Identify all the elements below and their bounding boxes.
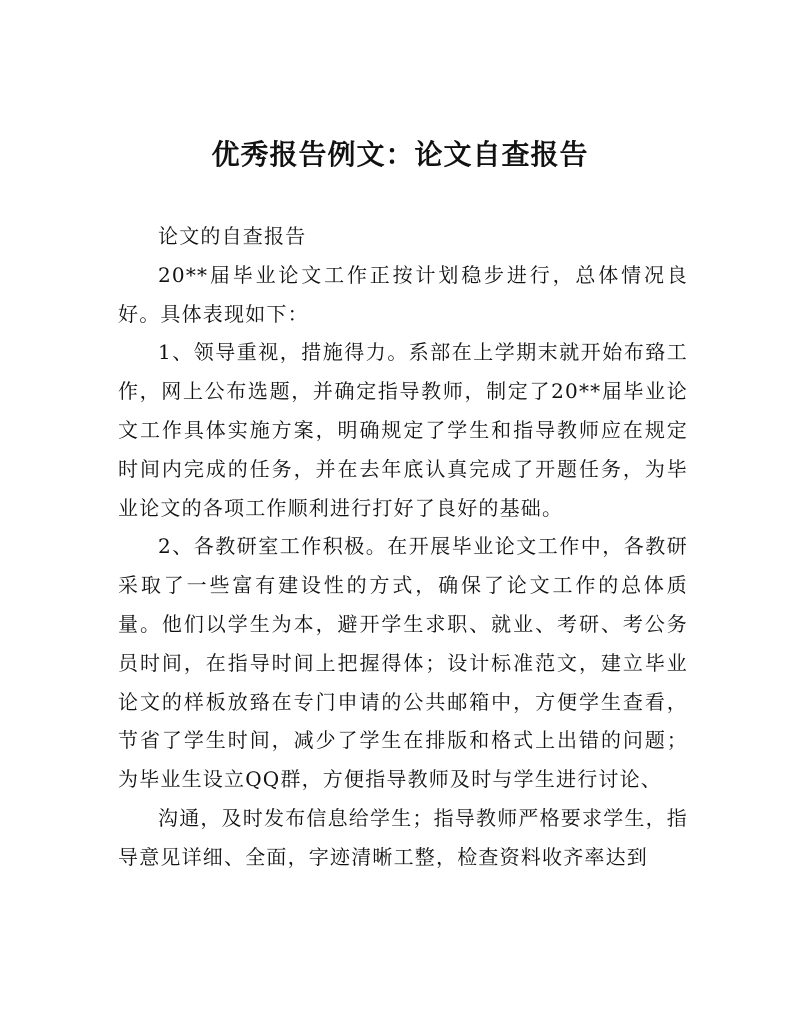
paragraph-continuation: 沟通，及时发布信息给学生；指导教师严格要求学生，指导意见详细、全面，字迹清晰工整，检查资料收齐率达到 <box>118 805 688 869</box>
paragraph-item-2: 2、各教研室工作积极。在开展毕业论文工作中，各教研采取了一些富有建设性的方式，确保了论文工作的总体质量。他们以学生为本，避开学生求职、就业、考研、考公务员时间，在指导时间上把握得体；设计标准范文，建立毕业论文的样板放臵在专门申请的公共邮箱中，方便学生查看，节省了学生时间，减少了学生在排版和格式上出错的问题；为毕业生设立QQ群，方便指导教师及时与学生进行讨论、 <box>118 534 688 792</box>
paragraph-intro: 20**届毕业论文工作正按计划稳步进行，总体情况良好。具体表现如下： <box>118 262 688 326</box>
document-title: 优秀报告例文：论文自查报告 <box>211 138 589 171</box>
paragraph-item-1: 1、领导重视，措施得力。系部在上学期末就开始布臵工作，网上公布选题，并确定指导教师，制定了20**届毕业论文工作具体实施方案，明确规定了学生和指导教师应在规定时间内完成的任务，并在去年底认真完成了开题任务，为毕业论文的各项工作顺利进行打好了良好的基础。 <box>118 340 688 520</box>
paragraph-subtitle: 论文的自查报告 <box>158 224 307 248</box>
document-body <box>118 217 688 877</box>
